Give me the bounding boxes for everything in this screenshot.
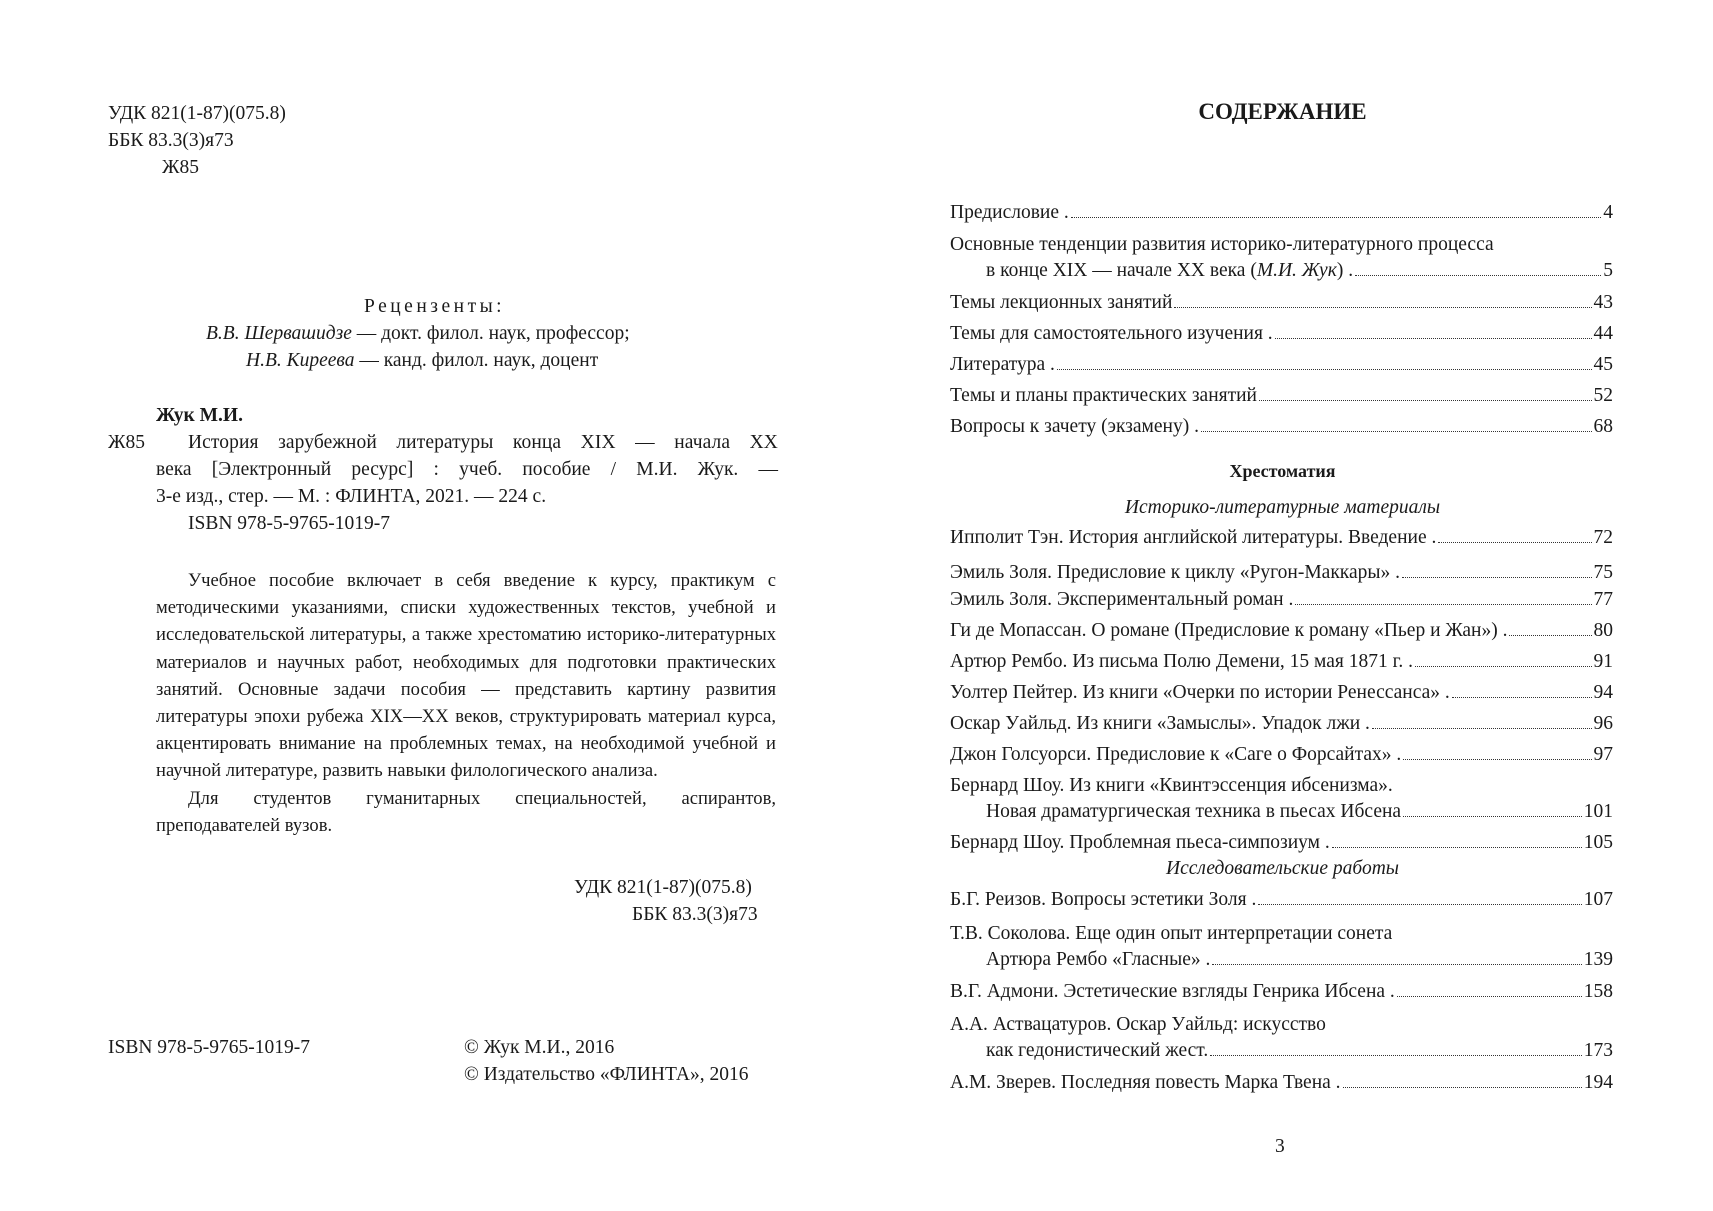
toc-entry-page: 77 — [1593, 589, 1613, 610]
isbn-bottom: ISBN 978-5-9765-1019-7 — [108, 1037, 311, 1058]
toc-entry-page: 44 — [1593, 323, 1613, 344]
toc-entry-title: Темы и планы практических занятий — [950, 385, 1257, 406]
author-heading: Жук М.И. — [156, 405, 243, 426]
toc-entry[interactable] — [950, 978, 1613, 1011]
toc-entry[interactable] — [950, 231, 1613, 285]
toc-entry-title-cont: как гедонистический жест. — [986, 1040, 1209, 1061]
udk-code-bottom: УДК 821(1-87)(075.8) — [574, 877, 752, 898]
toc-entry-page: 97 — [1593, 744, 1613, 765]
toc-entry-page: 72 — [1593, 527, 1613, 548]
abstract — [156, 567, 776, 839]
toc-entry[interactable] — [950, 648, 1613, 679]
toc-entry-title: Бернард Шоу. Проблемная пьеса-симпозиум . — [950, 832, 1330, 853]
toc-main — [950, 199, 1613, 444]
toc-entry-page: 173 — [1583, 1040, 1613, 1061]
toc-entry[interactable] — [950, 351, 1613, 382]
toc-entry[interactable] — [950, 586, 1613, 617]
toc-entry-title: Оскар Уайльд. Из книги «Замыслы». Упадок лжи . — [950, 713, 1370, 734]
toc-entry-title: А.А. Аствацатуров. Оскар Уайльд: искусство — [950, 1014, 1326, 1035]
toc-entry-title-cont: Новая драматургическая техника в пьесах Ибсена — [986, 801, 1402, 822]
reviewer-2 — [246, 347, 598, 374]
abstract-paragraph-1: Учебное пособие включает в себя введение к курсу, практикум с методическими указаниями, списки художественных текстов, учебной и исследовательской литературы, а также хрестоматию историко-литературных материалов и научных работ, необходимых для подготовки практических занятий. Основные задачи пособия — представить картину развития литературы эпохи рубежа XIX—XX веков, структурировать материал курса, акцентировать внимание на проблемных темах, на необходимой учебной и научной литературе, развить навыки филологического анализа. — [156, 570, 776, 782]
toc-entry-page: 43 — [1593, 292, 1613, 313]
toc-entry-author: М.И. Жук — [1256, 260, 1337, 281]
toc-readings — [950, 524, 1613, 860]
toc-entry-title: Б.Г. Реизов. Вопросы эстетики Золя . — [950, 889, 1257, 910]
toc-subsection-heading: Историко-литературные материалы — [1124, 497, 1441, 518]
bib-line-2: века [Электронный ресурс] : учеб. пособие / М.И. Жук. — — [156, 459, 778, 480]
author-mark: Ж85 — [162, 157, 199, 178]
toc-entry[interactable] — [950, 382, 1613, 413]
bib-line-3: 3-е изд., стер. — М. : ФЛИНТА, 2021. — 224 с. — [156, 486, 547, 507]
reviewer-1-name: В.В. Шервашидзе — [206, 323, 352, 344]
toc-entry-page: 105 — [1583, 832, 1613, 853]
toc-entry-page: 68 — [1593, 416, 1613, 437]
toc-entry-page: 4 — [1603, 202, 1613, 223]
toc-entry[interactable] — [950, 710, 1613, 741]
toc-section-heading: Хрестоматия — [1229, 461, 1336, 481]
toc-title: СОДЕРЖАНИЕ — [1198, 99, 1367, 124]
reviewer-1-degree: — докт. филол. наук, профессор; — [351, 323, 630, 344]
toc-entry-page: 94 — [1593, 682, 1613, 703]
toc-entry-title: Литература . — [950, 354, 1055, 375]
toc-entry-title: Темы лекционных занятий — [950, 292, 1173, 313]
bib-line-1: История зарубежной литературы конца XIX — начала XX — [188, 432, 778, 453]
toc-entry[interactable] — [950, 559, 1613, 586]
toc-entry[interactable] — [950, 289, 1613, 320]
toc-entry-title: Джон Голсуорси. Предисловие к «Саге о Форсайтах» . — [950, 744, 1402, 765]
toc-entry-page: 101 — [1583, 801, 1613, 822]
reviewer-2-degree: — канд. филол. наук, доцент — [354, 350, 599, 371]
toc-entry-title: Эмиль Золя. Экспериментальный роман . — [950, 589, 1294, 610]
copyright-author: © Жук М.И., 2016 — [464, 1037, 615, 1058]
toc-entry-page: 80 — [1593, 620, 1613, 641]
bib-code: Ж85 — [108, 432, 145, 453]
toc-entry[interactable] — [950, 199, 1613, 227]
toc-entry-title: А.М. Зверев. Последняя повесть Марка Твена . — [950, 1072, 1341, 1093]
toc-entry[interactable] — [950, 772, 1613, 829]
toc-entry-page: 96 — [1593, 713, 1613, 734]
toc-subsection-heading: Исследовательские работы — [1165, 858, 1400, 879]
toc-entry[interactable] — [950, 1011, 1613, 1069]
reviewer-1 — [206, 320, 630, 347]
toc-entry[interactable] — [950, 920, 1613, 978]
toc-entry[interactable] — [950, 524, 1613, 555]
bbk-code-bottom: ББК 83.3(3)я73 — [632, 904, 758, 925]
toc-entry[interactable] — [950, 320, 1613, 351]
toc-research — [950, 886, 1613, 1100]
toc-entry[interactable] — [950, 741, 1613, 772]
toc-entry-page: 194 — [1583, 1072, 1613, 1093]
copyright-publisher: © Издательство «ФЛИНТА», 2016 — [464, 1064, 749, 1085]
toc-entry-page: 91 — [1593, 651, 1613, 672]
toc-entry[interactable] — [950, 413, 1613, 444]
toc-entry-title: Уолтер Пейтер. Из книги «Очерки по истории Ренессанса» . — [950, 682, 1450, 703]
toc-entry-title: Основные тенденции развития историко-литературного процесса — [950, 234, 1494, 255]
toc-entry-title: Ипполит Тэн. История английской литературы. Введение . — [950, 527, 1437, 548]
toc-entry-title: В.Г. Адмони. Эстетические взгляды Генрика Ибсена . — [950, 981, 1395, 1002]
toc-entry-page: 107 — [1583, 889, 1613, 910]
reviewers-title: Рецензенты: — [364, 296, 506, 317]
toc-entry-page: 139 — [1583, 949, 1613, 970]
page-number: 3 — [1275, 1136, 1285, 1157]
reviewer-2-name: Н.В. Киреева — [246, 350, 355, 371]
toc-entry[interactable] — [950, 1069, 1613, 1100]
toc-entry-title: Бернард Шоу. Из книги «Квинтэссенция ибсенизма». — [950, 775, 1393, 796]
toc-entry-title-cont: Артюра Рембо «Гласные» . — [986, 949, 1211, 970]
toc-entry-title: Артюр Рембо. Из письма Полю Демени, 15 мая 1871 г. . — [950, 651, 1414, 672]
toc-entry-title: Эмиль Золя. Предисловие к циклу «Ругон-Маккары» . — [950, 562, 1400, 583]
toc-entry-page: 75 — [1593, 562, 1613, 583]
toc-entry[interactable] — [950, 679, 1613, 710]
toc-entry-title: Предисловие . — [950, 202, 1069, 223]
abstract-paragraph-2: Для студентов гуманитарных специальностей, аспирантов, преподавателей вузов. — [156, 787, 776, 836]
toc-entry-title: Ги де Мопассан. О романе (Предисловие к роману «Пьер и Жан») . — [950, 620, 1508, 641]
toc-entry-page: 158 — [1583, 981, 1613, 1002]
toc-entry-page: 52 — [1593, 385, 1613, 406]
toc-entry-title: Темы для самостоятельного изучения . — [950, 323, 1273, 344]
toc-entry-title: Вопросы к зачету (экзамену) . — [950, 416, 1199, 437]
toc-entry-title-cont: в конце XIX — начале XX века (М.И. Жук) . — [986, 260, 1354, 281]
bib-isbn: ISBN 978-5-9765-1019-7 — [188, 513, 391, 534]
toc-entry[interactable] — [950, 886, 1613, 919]
toc-entry[interactable] — [950, 617, 1613, 648]
udk-code: УДК 821(1-87)(075.8) — [108, 103, 286, 124]
toc-entry-page: 5 — [1603, 260, 1613, 281]
bbk-code: ББК 83.3(3)я73 — [108, 130, 234, 151]
toc-entry-title: Т.В. Соколова. Еще один опыт интерпретации сонета — [950, 923, 1393, 944]
toc-entry-page: 45 — [1593, 354, 1613, 375]
